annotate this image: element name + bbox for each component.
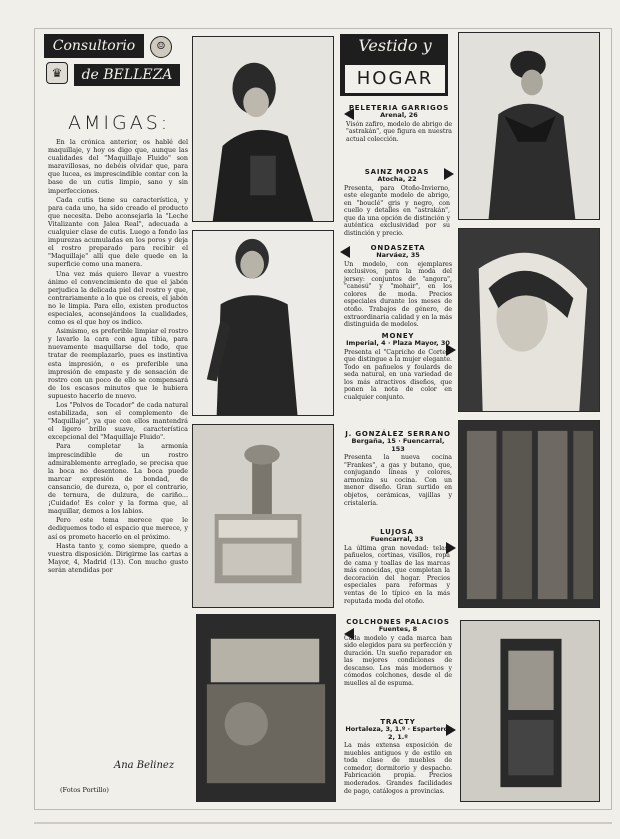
photo-fur-coat	[192, 36, 334, 222]
lady-face-icon: ☺	[150, 36, 172, 58]
beauty-banner-top	[44, 34, 144, 58]
photo-astrakhan-coat	[458, 32, 600, 220]
shop-address: Arenal, 26	[380, 111, 418, 119]
author-signature: Ana Belinez	[114, 760, 175, 771]
photo-scarf-lady	[458, 228, 600, 412]
shop-address: Narváez, 35	[376, 251, 420, 259]
shop-name: TRACTY	[380, 718, 416, 726]
vestido-hogar-logo	[340, 34, 448, 96]
shop-address: Bergaña, 15 · Fuencarral, 153	[351, 437, 445, 453]
shop-name: LUJOSA	[380, 528, 414, 536]
logo-top-text: Vestido y	[358, 36, 432, 55]
shop-text: La más extensa exposición de muebles antiguos y de estilo en toda clase de muebles de comedor, dormitorio y despacho. Fabricación propia. Precios moderados. Grandes facilidades de pago, catálogos a provincias.	[344, 742, 452, 795]
shop-name: COLCHONES PALACIOS	[346, 618, 450, 626]
shop-name: SAINZ MODAS	[364, 168, 430, 176]
paragraph: Cada cutis tiene su característica, y para cada uno, ha sido creado el producto que necesita. Debo aconsejarla la "Leche Vitalizante con Jalea Real", adecuada a cualquier clase de cutis. Luego a fondo las impurezas acumuladas en los poros y deja el rostro preparado para recibir el "Maquillaje" allí que dele quede en la superficie como una manera.	[48, 195, 188, 269]
shop-entry	[344, 332, 452, 402]
photo-curtains	[458, 420, 600, 608]
paragraph: En la crónica anterior, os hablé del maquillaje, y hoy os digo que, aunque las cualidades del "Maquillaje Fluido" son maravillosas, no debéis olvidar que, para que lucea, es imprescindible contar con la base de un cutis limpio, sano y sin imperfecciones.	[48, 138, 188, 195]
shop-text: La última gran novedad: telas, pañuelos, cortinas, visillos, ropa de cama y toallas de las marcas más conocidas, que completan la decoración del hogar. Precios especiales para reformas y ventas de lo típico en la más reputada moda del otoño.	[344, 544, 450, 605]
shop-entry	[344, 244, 452, 329]
paragraph: Pero este tema merece que le dediquemos todo el espacio que merece, y así os prometo hacerlo en el próximo.	[48, 516, 188, 541]
shop-name: MONEY	[381, 332, 415, 340]
shop-entry	[346, 104, 452, 143]
shop-address: Hortaleza, 3, 1.º · Espartero, 2, 1.º	[345, 725, 451, 741]
photo-bedding	[196, 614, 336, 802]
photo-credit: (Fotos Portillo)	[60, 786, 109, 794]
paragraph: Los "Polvos de Tocador" de cada natural estabilizada, son el complemento de "Maquillaje", ya que con ellos mantendrá el ligero brillo suave, característica excepcional del "Maquillaje Fluido".	[48, 401, 188, 442]
shop-address: Atocha, 22	[377, 175, 417, 183]
shop-text: Presenta, para Otoño-Invierno, este elegante modelo de abrigo, en "bouclé" gris y negro, con cuello y detalles en "astrakán", que da una opción de distinción y auténtica exclusividad por su distinción y precio.	[344, 184, 450, 238]
paragraph: Una vez más quiero llevar a vuestro ánimo el convencimiento de que el jabón perjudica la delicada piel del rostro y que, contrariamente a lo que os creeis, el jabón no le limpia. Para ello, existen productos especiales, aconsejándoos la cualidades, como es el que hoy os indico.	[48, 269, 188, 327]
shop-address: Fuentes, 8	[378, 625, 418, 633]
photo-stove	[192, 424, 334, 608]
column-heading: AMIGAS:	[68, 112, 171, 134]
shop-entry	[344, 430, 452, 507]
shop-text: Visón zafiro, modelo de abrigo de "astrakán", que figura en nuestra actual colección.	[346, 120, 452, 143]
page-bottom-rule	[34, 822, 612, 824]
photo-sweater	[192, 230, 334, 416]
shop-text: Cada modelo y cada marca han sido elegidos para su perfección y duración. Un sueño reparador en las mejores condiciones de descanso. Los más modernos y cómodos colchones, desde el de muelles al de espuma.	[344, 634, 452, 688]
beauty-banner-bottom	[74, 64, 180, 86]
beauty-column-text	[48, 138, 188, 575]
paragraph: Hasta tanto y, como siempre, quedo a vuestra disposición. Dirigirme las cartas a Mayor, 4, Madrid (13). Con mucho gusto serán atendidas por	[48, 541, 188, 574]
shop-text: Presenta el "Capricho de Cortes" que distingue a la mujer elegante. Todo en pañuelos y foulards de seda natural, en una variedad de los más atractivos diseños, que ponen la nota de color en cualquier conjunto.	[344, 348, 452, 402]
shop-entry	[344, 618, 452, 688]
shop-address: Imperial, 4 · Plaza Mayor, 30	[346, 339, 450, 347]
logo-bottom-text: HOGAR	[345, 65, 445, 93]
shop-text: Presenta la nueva cocina "Frankes", a gas y butano, que, conjugando líneas y colores, armoniza su cocina. Con un menor diseño. Gran surtido en objetos, cerámicas, vajillas y cristalería.	[344, 454, 452, 507]
shop-name: ONDASZETA	[370, 244, 426, 252]
shop-entry	[344, 718, 452, 795]
paragraph: Asimismo, es preferible limpiar el rostro y lavarlo la cara con agua tibia, para nuevamente maquillarse del todo, que tratar de reemplazarlo, pues es instintiva esta impresión, o es preferible una impresión de empaste y de sensación de rostro con un poco de ello se compensará de los escasos minutos que le hubiera supuesto hacerlo de nuevo.	[48, 327, 188, 400]
beauty-banner-top-text: Consultorio	[52, 38, 136, 54]
beauty-banner-bottom-text: de BELLEZA	[81, 67, 173, 83]
photo-cabinet	[460, 620, 600, 802]
shop-name: PELETERIA GARRIGOS	[348, 104, 450, 112]
paragraph: Para completar la armonía imprescindible de un rostro admirablemente arreglado, se precisa que la boca no desentone. La boca puede marcar expresión de bondad, de cansancio, de dureza, o, por el contrario, de ternura, de dulzura, de cariño... ¡Cuidado! Es color y la forma que, al maquillar, demos a los labios.	[48, 442, 188, 516]
shop-name: J. GONZÁLEZ SERRANO	[345, 430, 451, 438]
shop-entry	[344, 168, 450, 238]
crown-emblem-icon: ♛	[46, 62, 68, 84]
shop-address: Fuencarral, 33	[370, 535, 424, 543]
shop-entry	[344, 528, 450, 605]
shop-text: Un modelo, con ejemplares exclusivos, para la moda del jersey: conjuntos de "angora", "canesú" y "mohair", en los colores de moda. Precios especiales durante los meses de otoño. Trabajos de género, de extraordinaria calidad y en la más distinguida de modelos.	[344, 260, 452, 329]
